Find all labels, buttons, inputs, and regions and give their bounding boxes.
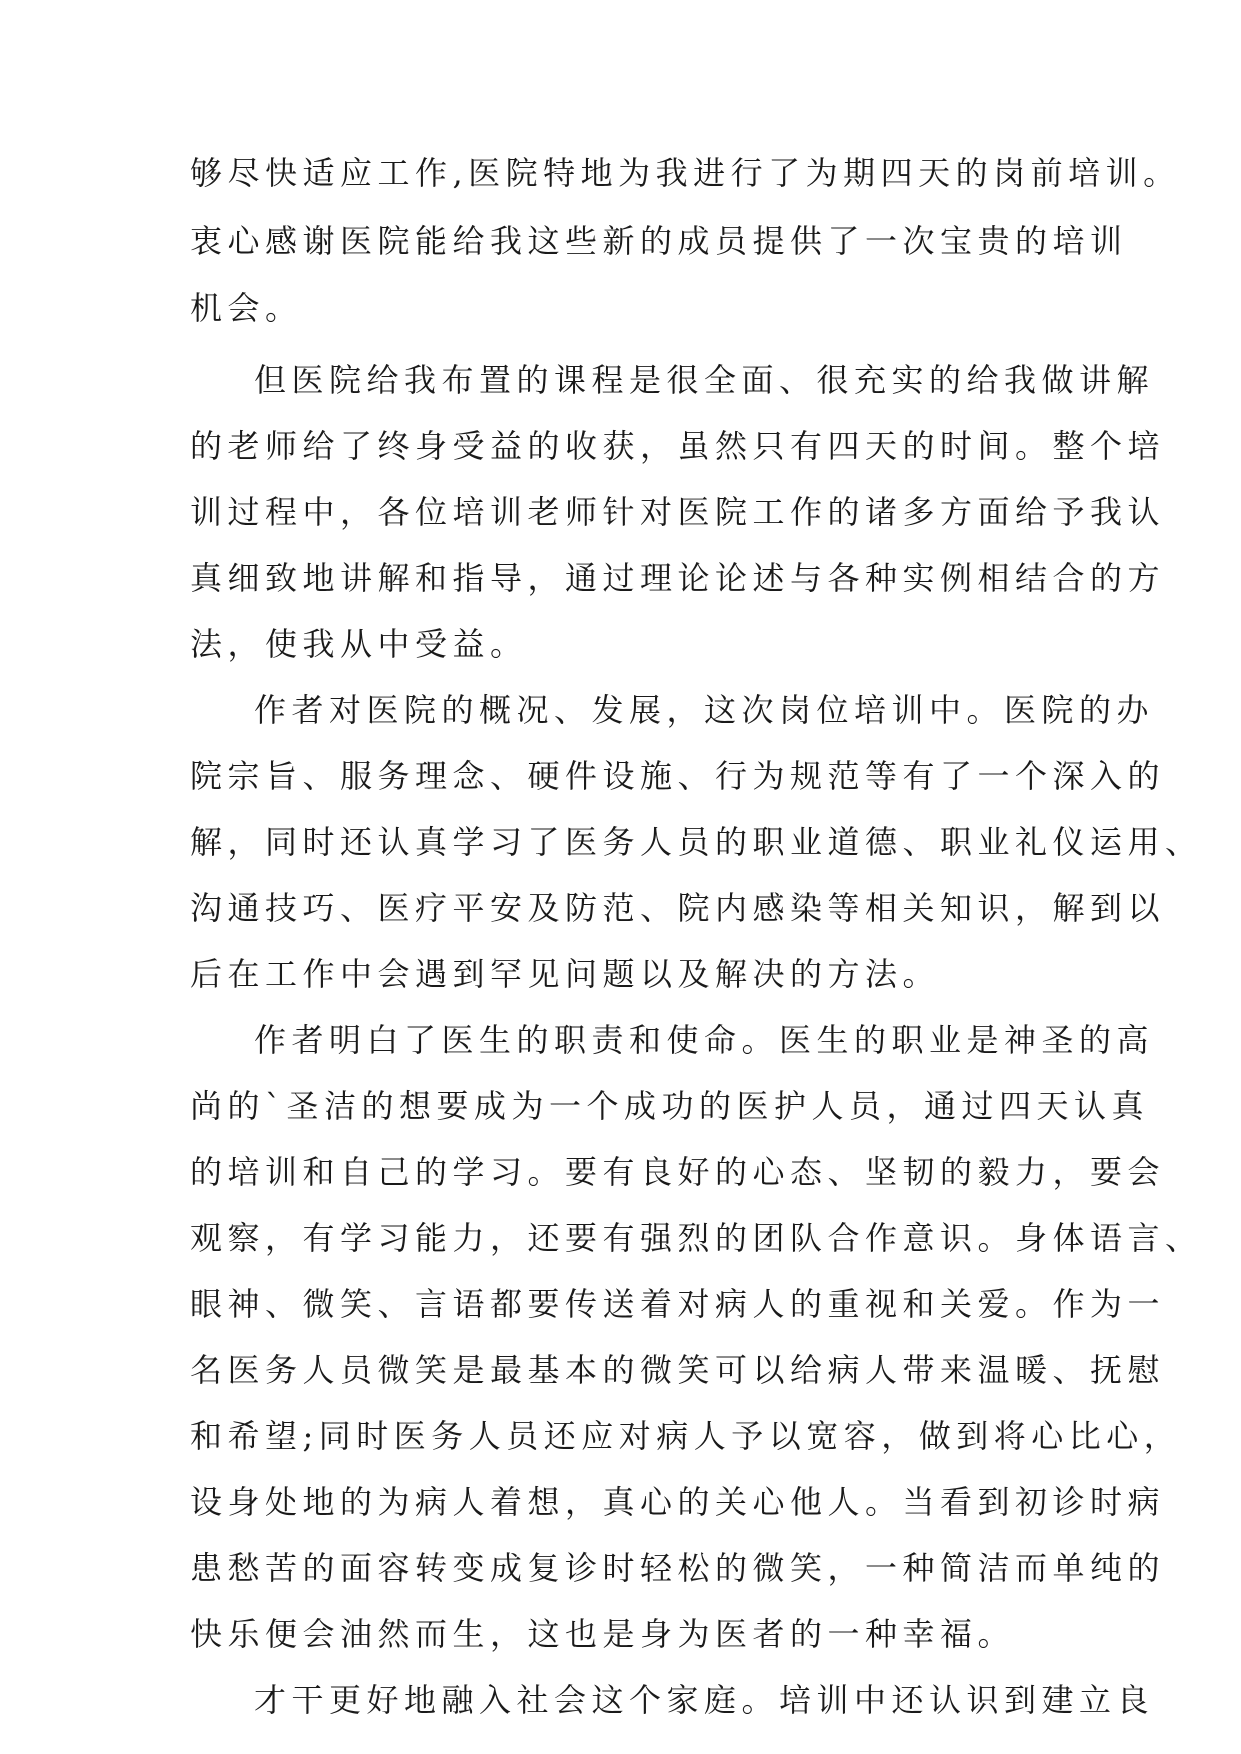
text-line-13: 后在工作中会遇到罕见问题以及解决的方法。 bbox=[190, 955, 941, 993]
text-line-1: 够尽快适应工作,医院特地为我进行了为期四天的岗前培训。 bbox=[190, 154, 1181, 192]
text-line-8: 法，使我从中受益。 bbox=[190, 625, 528, 663]
text-line-11: 解，同时还认真学习了医务人员的职业道德、职业礼仪运用、 bbox=[190, 823, 1203, 861]
text-line-19: 名医务人员微笑是最基本的微笑可以给病人带来温暖、抚慰 bbox=[190, 1351, 1166, 1389]
text-line-2: 衷心感谢医院能给我这些新的成员提供了一次宝贵的培训 bbox=[190, 222, 1128, 260]
text-line-5: 的老师给了终身受益的收获，虽然只有四天的时间。整个培 bbox=[190, 427, 1166, 465]
text-line-15: 尚的`圣洁的想要成为一个成功的医护人员，通过四天认真 bbox=[190, 1087, 1150, 1125]
text-line-9: 作者对医院的概况、发展，这次岗位培训中。医院的办 bbox=[254, 691, 1155, 729]
text-line-12: 沟通技巧、医疗平安及防范、院内感染等相关知识，解到以 bbox=[190, 889, 1166, 927]
text-line-21: 设身处地的为病人着想，真心的关心他人。当看到初诊时病 bbox=[190, 1483, 1166, 1521]
text-line-22: 患愁苦的面容转变成复诊时轻松的微笑，一种简洁而单纯的 bbox=[190, 1549, 1166, 1587]
text-line-4: 但医院给我布置的课程是很全面、很充实的给我做讲解 bbox=[254, 361, 1155, 399]
text-line-16: 的培训和自己的学习。要有良好的心态、坚韧的毅力，要会 bbox=[190, 1153, 1166, 1191]
text-line-18: 眼神、微笑、言语都要传送着对病人的重视和关爱。作为一 bbox=[190, 1285, 1166, 1323]
text-line-20: 和希望;同时医务人员还应对病人予以宽容，做到将心比心， bbox=[190, 1417, 1182, 1455]
text-line-23: 快乐便会油然而生，这也是身为医者的一种幸福。 bbox=[190, 1615, 1016, 1653]
text-line-7: 真细致地讲解和指导，通过理论论述与各种实例相结合的方 bbox=[190, 559, 1166, 597]
text-line-24: 才干更好地融入社会这个家庭。培训中还认识到建立良 bbox=[254, 1681, 1155, 1719]
text-line-3: 机会。 bbox=[190, 289, 303, 327]
text-line-14: 作者明白了医生的职责和使命。医生的职业是神圣的高 bbox=[254, 1021, 1155, 1059]
text-line-6: 训过程中，各位培训老师针对医院工作的诸多方面给予我认 bbox=[190, 493, 1166, 531]
text-line-10: 院宗旨、服务理念、硬件设施、行为规范等有了一个深入的 bbox=[190, 757, 1166, 795]
text-line-17: 观察，有学习能力，还要有强烈的团队合作意识。身体语言、 bbox=[190, 1219, 1203, 1257]
